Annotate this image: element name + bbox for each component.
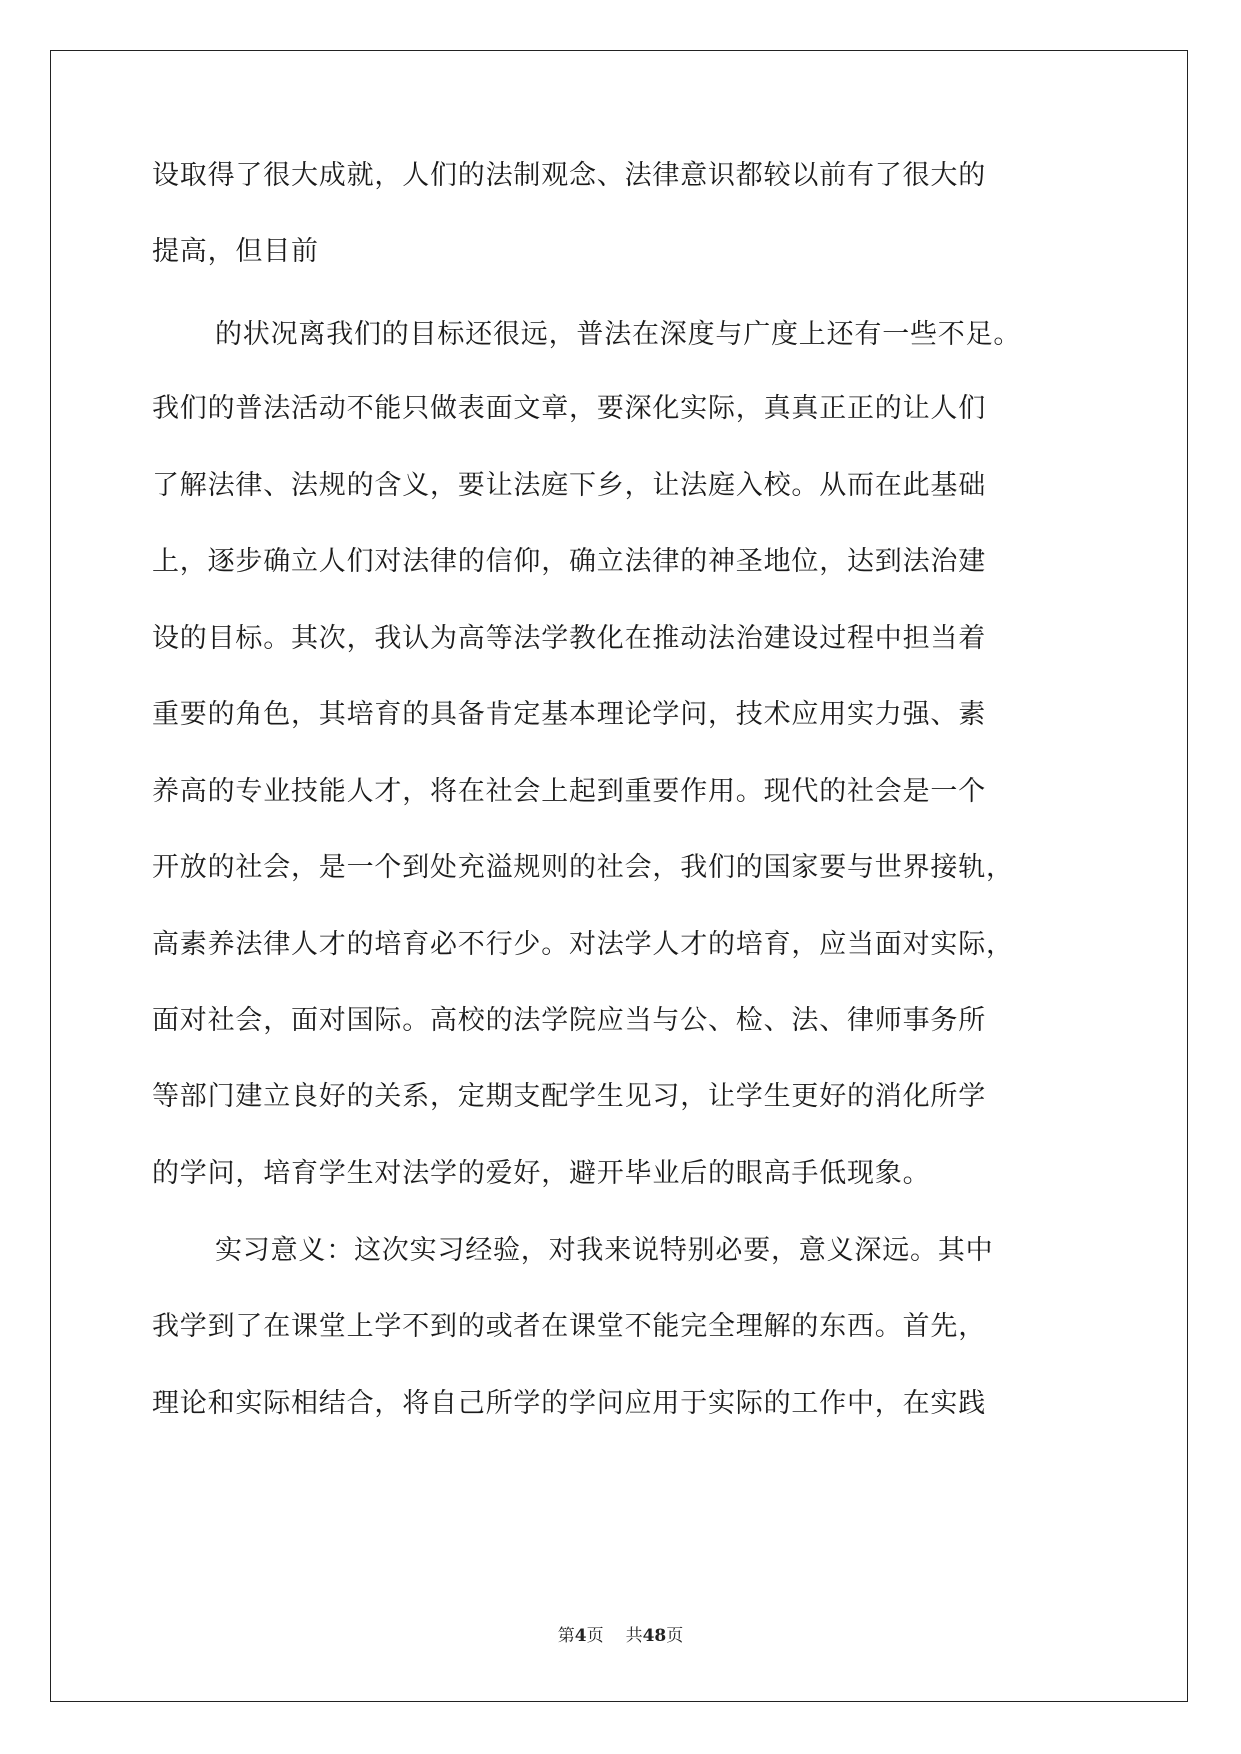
total-label-suffix: 页 (666, 1626, 684, 1646)
text-line: 面对社会，面对国际。高校的法学院应当与公、检、法、律师事务所 (152, 1005, 986, 1036)
current-page-number: 4 (574, 1626, 587, 1646)
text-line: 我学到了在课堂上学不到的或者在课堂不能完全理解的东西。首先， (152, 1311, 986, 1342)
text-line: 开放的社会，是一个到处充溢规则的社会，我们的国家要与世界接轨， (152, 852, 1014, 883)
page-label-suffix: 页 (586, 1626, 604, 1646)
page-label-prefix: 第 (557, 1626, 575, 1646)
text-line: 高素养法律人才的培育必不行少。对法学人才的培育，应当面对实际， (152, 929, 1014, 960)
text-line: 了解法律、法规的含义，要让法庭下乡，让法庭入校。从而在此基础 (152, 470, 986, 501)
text-line: 我们的普法活动不能只做表面文章，要深化实际，真真正正的让人们 (152, 393, 986, 424)
text-line: 重要的角色，其培育的具备肯定基本理论学问，技术应用实力强、素 (152, 699, 986, 730)
total-page-count: 48 (642, 1626, 667, 1646)
text-line-paragraph-start: 实习意义：这次实习经验，对我来说特别必要，意义深远。其中 (215, 1235, 994, 1266)
text-line-paragraph-start: 的状况离我们的目标还很远，普法在深度与广度上还有一些不足。 (215, 319, 1022, 350)
text-line: 设的目标。其次，我认为高等法学教化在推动法治建设过程中担当着 (152, 623, 986, 654)
text-line: 理论和实际相结合，将自己所学的学问应用于实际的工作中，在实践 (152, 1388, 986, 1419)
text-line: 等部门建立良好的关系，定期支配学生见习，让学生更好的消化所学 (152, 1081, 986, 1112)
page-number-footer (0, 1625, 1241, 1647)
total-label-prefix: 共 (625, 1626, 643, 1646)
text-line: 设取得了很大成就，人们的法制观念、法律意识都较以前有了很大的 (152, 160, 986, 191)
text-line: 上，逐步确立人们对法律的信仰，确立法律的神圣地位，达到法治建 (152, 546, 986, 577)
text-line: 提高，但目前 (152, 236, 319, 267)
text-line: 的学问，培育学生对法学的爱好，避开毕业后的眼高手低现象。 (152, 1158, 931, 1189)
text-line: 养高的专业技能人才，将在社会上起到重要作用。现代的社会是一个 (152, 776, 986, 807)
